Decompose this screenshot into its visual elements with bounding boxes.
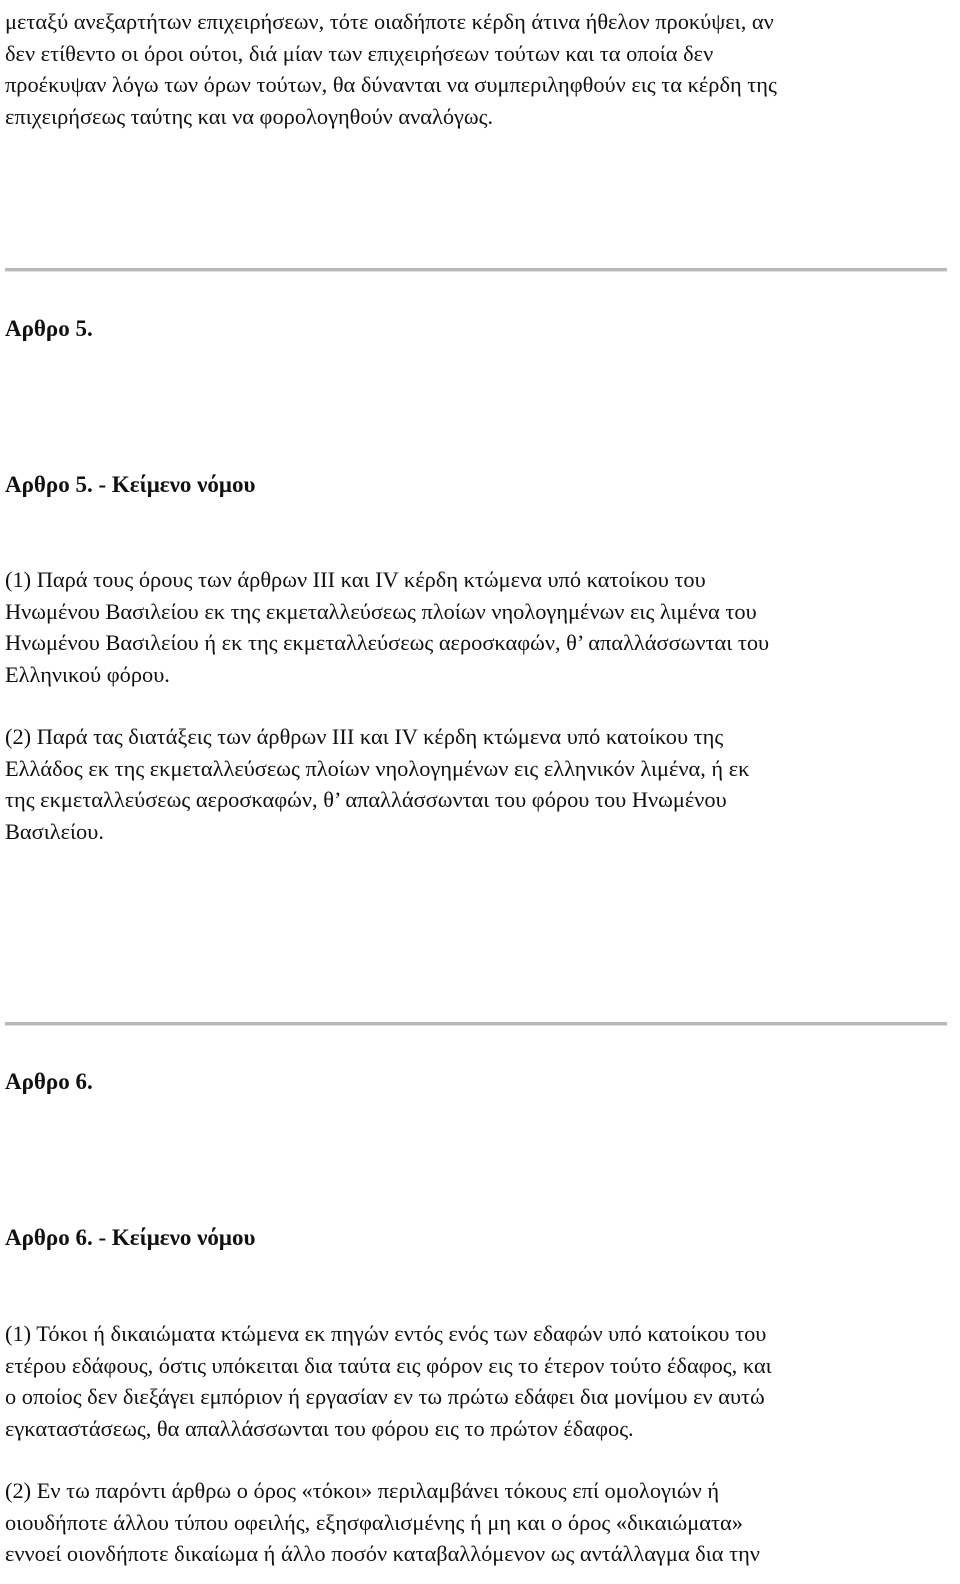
text-line: ο οποίος δεν διεξάγει εμπόριον ή εργασίαν εν τω πρώτω εδάφει δια μονίμου εν αυτώ [5,1384,765,1409]
article-5-paragraph-2 [5,721,749,847]
text-line: (1) Παρά τους όρους των άρθρων ΙΙΙ και ΙV κέρδη κτώμενα υπό κατοίκου του [5,567,706,592]
text-line: ετέρου εδάφους, όστις υπόκειται δια ταύτα εις φόρον εις το έτερον τούτο έδαφος, και [5,1352,772,1378]
article-6-paragraph-1 [5,1318,772,1444]
text-line: μεταξύ ανεξαρτήτων επιχειρήσεων, τότε οιαδήποτε κέρδη άτινα ήθελον προκύψει, αν [5,9,774,34]
article-6-paragraph-2 [5,1475,760,1570]
text-line: (2) Εν τω παρόντι άρθρω ο όρος «τόκοι» περιλαμβάνει τόκους επί ομολογιών ή [5,1478,720,1503]
text-line: προέκυψαν λόγω των όρων τούτων, θα δύνανται να συμπεριληφθούν εις τα κέρδη της [5,72,777,97]
intro-paragraph [5,6,777,132]
text-line: (1) Τόκοι ή δικαιώματα κτώμενα εκ πηγών εντός ενός των εδαφών υπό κατοίκου του [5,1321,767,1346]
article-5-paragraph-1 [5,564,769,690]
text-line: της εκμεταλλεύσεως αεροσκαφών, θ’ απαλλάσσωνται του φόρου του Ηνωμένου [5,787,727,812]
text-line: Ελλάδος εκ της εκμεταλλεύσεως πλοίων νηολογημένων εις ελληνικόν λιμένα, ή εκ [5,755,750,781]
article-5-title: Αρθρο 5. [5,316,93,341]
text-line: (2) Παρά τας διατάξεις των άρθρων ΙΙΙ και ΙV κέρδη κτώμενα υπό κατοίκου της [5,724,724,749]
article-6-text-title: Αρθρο 6. - Κείμενο νόμου [5,1225,256,1250]
section-divider [5,268,947,272]
text-line: επιχειρήσεως ταύτης και να φορολογηθούν αναλόγως. [5,103,494,129]
text-line: εγκαταστάσεως, θα απαλλάσσωνται του φόρου εις το πρώτον έδαφος. [5,1415,634,1441]
text-line: οιουδήποτε άλλου τύπου οφειλής, εξησφαλισμένης ή μη και ο όρος «δικαιώματα» [5,1509,743,1535]
text-line: Ελληνικού φόρου. [5,661,170,687]
text-line: Βασιλείου. [5,818,104,844]
text-line: δεν ετίθεντο οι όροι ούτοι, διά μίαν των επιχειρήσεων τούτων και τα οποία δεν [5,40,714,66]
article-6-title: Αρθρο 6. [5,1069,93,1094]
section-divider [5,1022,947,1026]
text-line: Ηνωμένου Βασιλείου ή εκ της εκμεταλλεύσεως αεροσκαφών, θ’ απαλλάσσωνται του [5,630,770,655]
text-line: εννοεί οιονδήποτε δικαίωμα ή άλλο ποσόν καταβαλλόμενον ως αντάλλαγμα δια την [5,1541,760,1566]
text-line: Ηνωμένου Βασιλείου εκ της εκμεταλλεύσεως πλοίων νηολογημένων εις λιμένα του [5,598,757,624]
article-5-text-title: Αρθρο 5. - Κείμενο νόμου [5,472,256,497]
